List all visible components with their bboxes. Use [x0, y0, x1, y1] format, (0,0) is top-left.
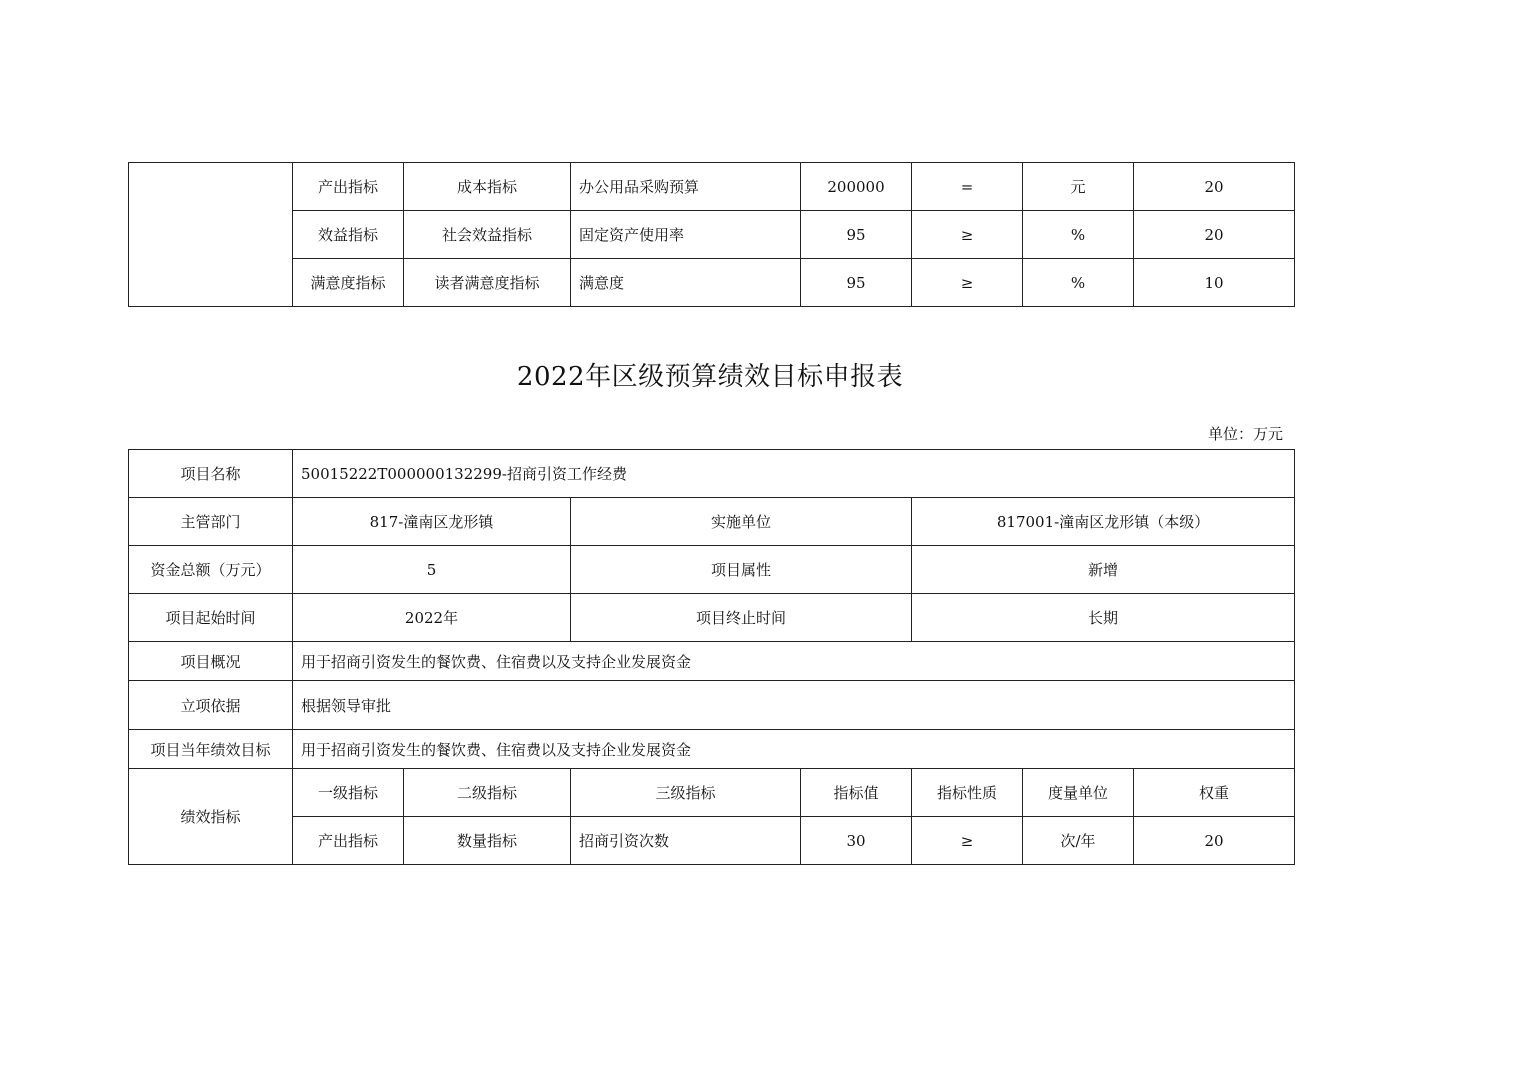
level2-cell: 成本指标 [404, 163, 571, 211]
overview-label: 项目概况 [129, 642, 293, 681]
level2-cell: 读者满意度指标 [404, 259, 571, 307]
table-row [129, 730, 1295, 769]
overview-value: 用于招商引资发生的餐饮费、住宿费以及支持企业发展资金 [293, 642, 1295, 681]
fund-value: 5 [293, 546, 571, 594]
header-unit: 度量单位 [1023, 769, 1134, 817]
level3-cell: 招商引资次数 [571, 817, 801, 865]
end-value: 长期 [912, 594, 1295, 642]
table-row [129, 769, 1295, 817]
start-label: 项目起始时间 [129, 594, 293, 642]
dept-value: 817-潼南区龙形镇 [293, 498, 571, 546]
level3-cell: 满意度 [571, 259, 801, 307]
nature-cell: = [912, 163, 1023, 211]
table-row [129, 594, 1295, 642]
start-value: 2022年 [293, 594, 571, 642]
fund-label: 资金总额（万元） [129, 546, 293, 594]
unit-note: 单位：万元 [1207, 425, 1283, 443]
header-value: 指标值 [801, 769, 912, 817]
level3-cell: 固定资产使用率 [571, 211, 801, 259]
header-level1: 一级指标 [293, 769, 404, 817]
weight-cell: 10 [1134, 259, 1295, 307]
weight-cell: 20 [1134, 163, 1295, 211]
unit-cell: 次/年 [1023, 817, 1134, 865]
form-title: 2022年区级预算绩效目标申报表 [516, 362, 904, 392]
weight-cell: 20 [1134, 211, 1295, 259]
header-level2: 二级指标 [404, 769, 571, 817]
level1-cell: 效益指标 [293, 211, 404, 259]
unit-cell: % [1023, 259, 1134, 307]
value-cell: 95 [801, 259, 912, 307]
header-level3: 三级指标 [571, 769, 801, 817]
header-weight: 权重 [1134, 769, 1295, 817]
value-cell: 30 [801, 817, 912, 865]
table-row [129, 642, 1295, 681]
unit-cell: % [1023, 211, 1134, 259]
project-name-label: 项目名称 [129, 450, 293, 498]
table-row [129, 259, 1295, 307]
basis-value: 根据领导审批 [293, 681, 1295, 730]
level1-cell: 满意度指标 [293, 259, 404, 307]
table-row [129, 498, 1295, 546]
nature-cell: ≥ [912, 259, 1023, 307]
end-label: 项目终止时间 [571, 594, 912, 642]
level1-cell: 产出指标 [293, 163, 404, 211]
basis-label: 立项依据 [129, 681, 293, 730]
impl-label: 实施单位 [571, 498, 912, 546]
table-row [129, 450, 1295, 498]
dept-label: 主管部门 [129, 498, 293, 546]
unit-cell: 元 [1023, 163, 1134, 211]
perf-label: 绩效指标 [129, 769, 293, 865]
nature-cell: ≥ [912, 817, 1023, 865]
table-row [129, 546, 1295, 594]
table-row [129, 817, 1295, 865]
attr-label: 项目属性 [571, 546, 912, 594]
impl-value: 817001-潼南区龙形镇（本级） [912, 498, 1295, 546]
project-name-value: 50015222T000000132299-招商引资工作经费 [293, 450, 1295, 498]
attr-value: 新增 [912, 546, 1295, 594]
weight-cell: 20 [1134, 817, 1295, 865]
table-row [129, 211, 1295, 259]
continued-indicator-table [128, 162, 1295, 307]
value-cell: 95 [801, 211, 912, 259]
goal-value: 用于招商引资发生的餐饮费、住宿费以及支持企业发展资金 [293, 730, 1295, 769]
table-row [129, 681, 1295, 730]
level3-cell: 办公用品采购预算 [571, 163, 801, 211]
level2-cell: 社会效益指标 [404, 211, 571, 259]
goal-label: 项目当年绩效目标 [129, 730, 293, 769]
nature-cell: ≥ [912, 211, 1023, 259]
header-nature: 指标性质 [912, 769, 1023, 817]
value-cell: 200000 [801, 163, 912, 211]
level1-cell: 产出指标 [293, 817, 404, 865]
empty-merged-cell [129, 163, 293, 307]
budget-performance-form-table [128, 449, 1295, 865]
table-row [129, 163, 1295, 211]
level2-cell: 数量指标 [404, 817, 571, 865]
